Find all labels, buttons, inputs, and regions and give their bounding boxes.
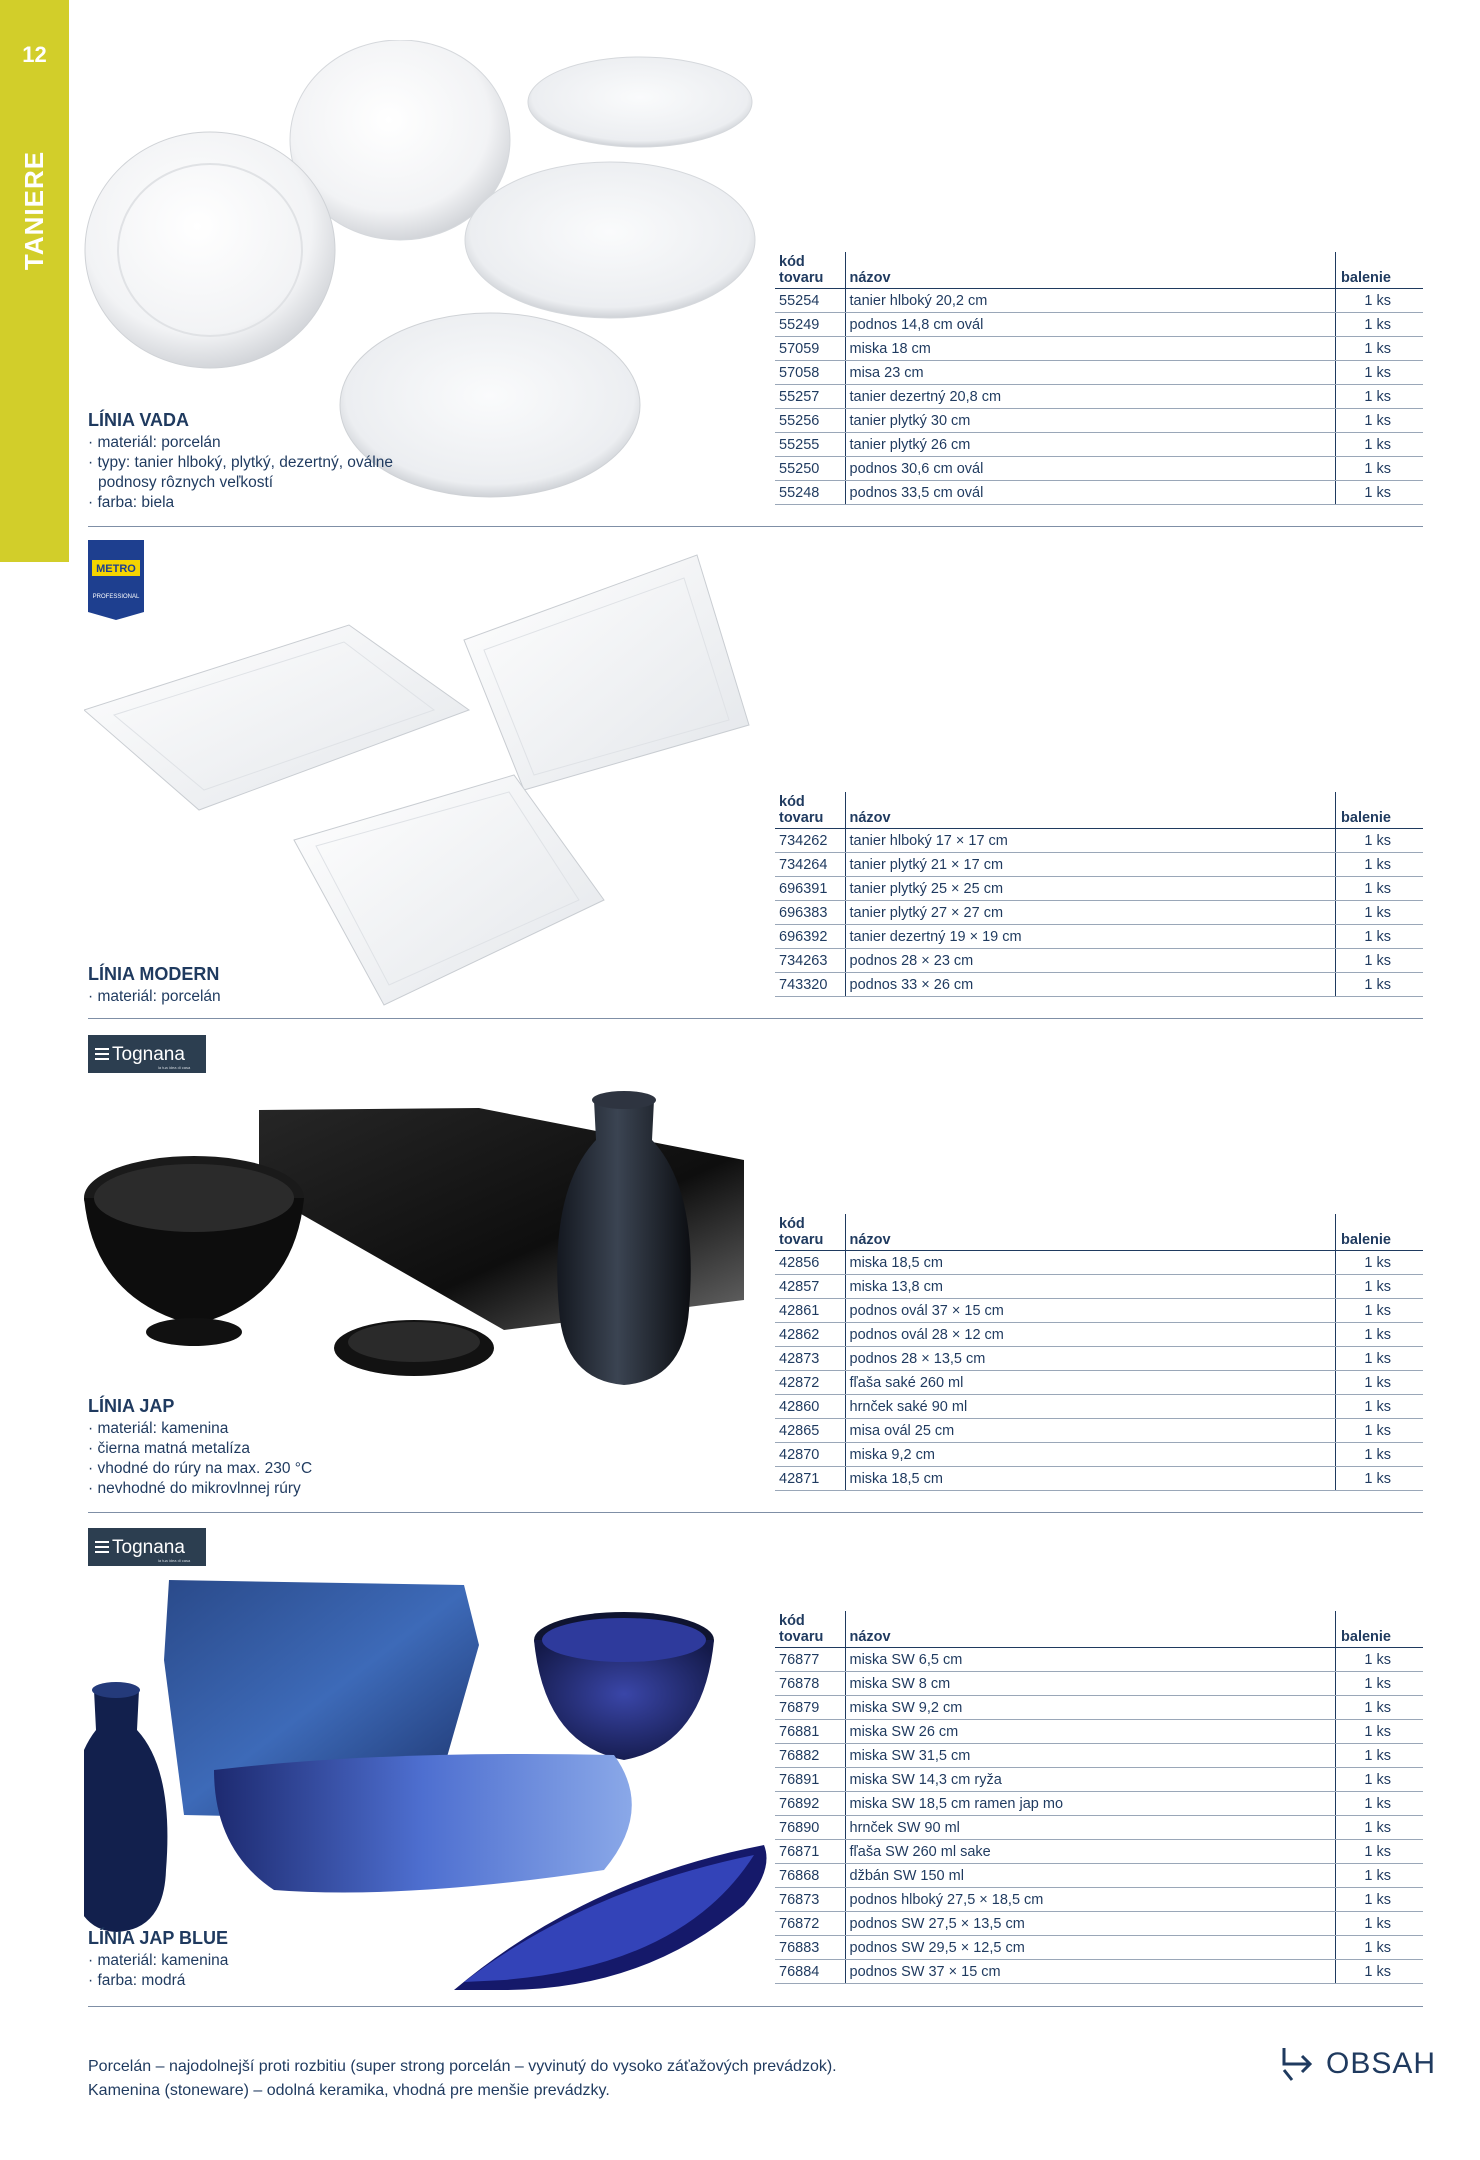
table-row: 55249 podnos 14,8 cm ovál 1 ks [775,313,1423,337]
table-row: 55256 tanier plytký 30 cm 1 ks [775,409,1423,433]
table-row: 55254 tanier hlboký 20,2 cm 1 ks [775,289,1423,313]
jap-product-photo [84,1080,754,1440]
section-divider [88,2006,1423,2007]
metro-sub: PROFESSIONAL [92,594,140,600]
table-row: 76879 miska SW 9,2 cm 1 ks [775,1696,1423,1720]
table-row: 76881 miska SW 26 cm 1 ks [775,1720,1423,1744]
bullet: · materiál: porcelán [88,987,418,1007]
col-pack-header: balenie [1335,252,1423,289]
footer-line: Kamenina (stoneware) – odolná keramika, vhodná pre menšie prevádzky. [88,2082,610,2099]
bullet: · materiál: kamenina [88,1951,418,1971]
page-number: 12 [22,42,47,67]
col-code-header: kód tovaru [775,1214,845,1251]
table-row: 42860 hrnček saké 90 ml 1 ks [775,1395,1423,1419]
modern-info [88,964,418,1007]
bullet: · materiál: porcelán [88,433,418,453]
side-tab [0,0,69,562]
jap-product-table [775,1214,1423,1491]
line-title: LÍNIA JAP [88,1396,175,1416]
table-row: 76878 miska SW 8 cm 1 ks [775,1672,1423,1696]
tognana-sub: la tua idea di casa [158,1065,191,1070]
table-row: 42857 miska 13,8 cm 1 ks [775,1275,1423,1299]
table-row: 76868 džbán SW 150 ml 1 ks [775,1864,1423,1888]
col-pack-header: balenie [1335,1611,1423,1648]
table-row: 55255 tanier plytký 26 cm 1 ks [775,433,1423,457]
modern-product-photo [84,550,774,1010]
table-row: 42861 podnos ovál 37 × 15 cm 1 ks [775,1299,1423,1323]
col-code-header: kód tovaru [775,1611,845,1648]
bullet: · čierna matná metalíza [88,1439,418,1459]
return-arrow-icon [1278,2044,1318,2084]
table-row: 57059 miska 18 cm 1 ks [775,337,1423,361]
col-code-header: kód tovaru [775,252,845,289]
vada-info [88,410,418,513]
table-row: 42871 miska 18,5 cm 1 ks [775,1467,1423,1491]
table-row: 734262 tanier hlboký 17 × 17 cm 1 ks [775,829,1423,853]
bullet: · vhodné do rúry na max. 230 °C [88,1459,418,1479]
table-row: 734264 tanier plytký 21 × 17 cm 1 ks [775,853,1423,877]
bullet: · farba: biela [88,493,418,513]
line-title: LÍNIA JAP BLUE [88,1928,229,1948]
col-name-header: názov [845,792,1335,829]
section-divider [88,1018,1423,1019]
line-title: LÍNIA MODERN [88,964,220,984]
section-divider [88,1512,1423,1513]
table-row: 734263 podnos 28 × 23 cm 1 ks [775,949,1423,973]
table-row: 76884 podnos SW 37 × 15 cm 1 ks [775,1960,1423,1984]
table-header-row [775,792,1423,829]
table-row: 76882 miska SW 31,5 cm 1 ks [775,1744,1423,1768]
table-row: 55248 podnos 33,5 cm ovál 1 ks [775,481,1423,505]
contents-link-label[interactable]: OBSAH [1326,2047,1437,2080]
table-row: 76873 podnos hlboký 27,5 × 18,5 cm 1 ks [775,1888,1423,1912]
table-row: 42873 podnos 28 × 13,5 cm 1 ks [775,1347,1423,1371]
table-row: 743320 podnos 33 × 26 cm 1 ks [775,973,1423,997]
section-label: TANIERE [19,150,50,270]
table-row: 55250 podnos 30,6 cm ovál 1 ks [775,457,1423,481]
metro-word: METRO [96,563,136,575]
footer-line: Porcelán – najodolnejší proti rozbitiu (super strong porcelán – vyvinutý do vysoko záťažových prevádzok). [88,2058,837,2075]
col-pack-header: balenie [1335,1214,1423,1251]
line-bullets [88,433,418,513]
table-row: 76872 podnos SW 27,5 × 13,5 cm 1 ks [775,1912,1423,1936]
bullet: · typy: tanier hlboký, plytký, dezertný, oválne podnosy rôznych veľkostí [88,453,418,493]
bullet: · materiál: kamenina [88,1419,418,1439]
table-row: 76891 miska SW 14,3 cm ryža 1 ks [775,1768,1423,1792]
jap-blue-info [88,1928,418,1991]
line-title: LÍNIA VADA [88,410,189,430]
col-name-header: názov [845,1214,1335,1251]
tognana-logo [88,1528,206,1571]
table-row: 42870 miska 9,2 cm 1 ks [775,1443,1423,1467]
contents-link[interactable] [1278,2044,1436,2084]
table-row: 42865 misa ovál 25 cm 1 ks [775,1419,1423,1443]
table-row: 696383 tanier plytký 27 × 27 cm 1 ks [775,901,1423,925]
col-name-header: názov [845,252,1335,289]
table-row: 696392 tanier dezertný 19 × 19 cm 1 ks [775,925,1423,949]
table-row: 76890 hrnček SW 90 ml 1 ks [775,1816,1423,1840]
tognana-word: Tognana [112,1044,185,1065]
jap-blue-product-table [775,1611,1423,1984]
line-bullets [88,1419,418,1499]
section-divider [88,526,1423,527]
bullet: · nevhodné do mikrovlnnej rúry [88,1479,418,1499]
col-name-header: názov [845,1611,1335,1648]
tognana-sub: la tua idea di casa [158,1558,191,1563]
table-row: 76871 fľaša SW 260 ml sake 1 ks [775,1840,1423,1864]
col-pack-header: balenie [1335,792,1423,829]
line-bullets [88,987,418,1007]
table-row: 76883 podnos SW 29,5 × 12,5 cm 1 ks [775,1936,1423,1960]
table-row: 42872 fľaša saké 260 ml 1 ks [775,1371,1423,1395]
col-code-header: kód tovaru [775,792,845,829]
table-row: 55257 tanier dezertný 20,8 cm 1 ks [775,385,1423,409]
table-row: 76892 miska SW 18,5 cm ramen jap mo 1 ks [775,1792,1423,1816]
table-header-row [775,1611,1423,1648]
table-header-row [775,1214,1423,1251]
tognana-logo [88,1035,206,1078]
tognana-word: Tognana [112,1537,185,1558]
table-row: 42862 podnos ovál 28 × 12 cm 1 ks [775,1323,1423,1347]
table-row: 42856 miska 18,5 cm 1 ks [775,1251,1423,1275]
table-row: 76877 miska SW 6,5 cm 1 ks [775,1648,1423,1672]
table-row: 696391 tanier plytký 25 × 25 cm 1 ks [775,877,1423,901]
modern-product-table [775,792,1423,997]
table-row: 57058 misa 23 cm 1 ks [775,361,1423,385]
footer-note [88,2055,837,2103]
jap-info [88,1396,418,1499]
bullet: · farba: modrá [88,1971,418,1991]
vada-product-table [775,252,1423,505]
table-header-row [775,252,1423,289]
line-bullets [88,1951,418,1991]
